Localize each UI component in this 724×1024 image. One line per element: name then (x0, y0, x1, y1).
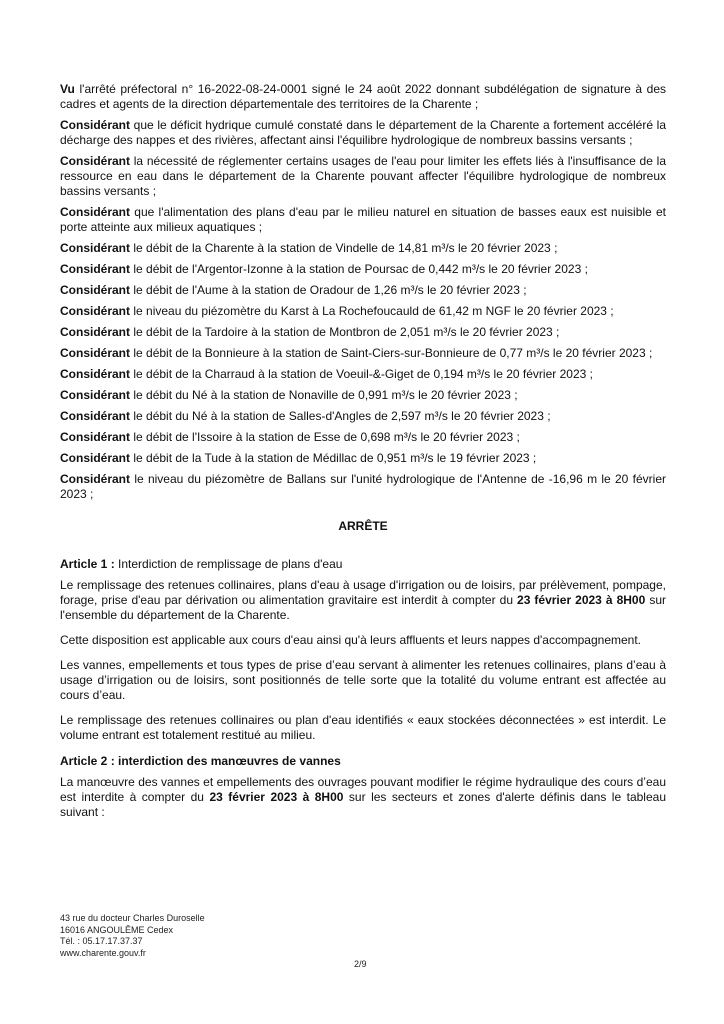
considerant-lead: Considérant (60, 241, 131, 255)
considerant-lead: Considérant (60, 118, 131, 132)
article-2-label: Article 2 : interdiction des manœuvres de vannes (60, 754, 341, 768)
considerant-item (60, 304, 666, 319)
considerant-text: le débit de la Charraud à la station de Voeuil-&-Giget de 0,194 m³/s le 20 février 2023 ; (130, 367, 593, 381)
article-2-heading (60, 754, 666, 769)
considerant-text: que l'alimentation des plans d'eau par le milieu naturel en situation de basses eaux est nuisible et porte atteinte aux milieux aquatiques ; (60, 205, 666, 234)
arrete-title: ARRÊTE (338, 519, 388, 533)
article-1 (60, 557, 666, 743)
considerant-text: l'arrêté préfectoral n° 16-2022-08-24-0001 signé le 24 août 2022 donnant subdélégation de signature à des cadres et agents de la direction départementale des territoires de la Charente ; (60, 82, 666, 111)
considerant-text: le débit du Né à la station de Salles-d'Angles de 2,597 m³/s le 20 février 2023 ; (130, 409, 551, 423)
considerant-lead: Considérant (60, 205, 131, 219)
considerant-item (60, 262, 666, 277)
document-body (60, 82, 666, 830)
considerant-item (60, 118, 666, 148)
considerant-lead: Considérant (60, 472, 131, 486)
considerant-lead: Considérant (60, 154, 131, 168)
considerant-item (60, 283, 666, 298)
considerant-text: le débit de la Tude à la station de Médillac de 0,951 m³/s le 19 février 2023 ; (130, 451, 537, 465)
considerant-text: le débit de la Tardoire à la station de Montbron de 2,051 m³/s le 20 février 2023 ; (130, 325, 560, 339)
considerant-lead: Considérant (60, 451, 131, 465)
considerant-item (60, 82, 666, 112)
considerant-lead: Considérant (60, 367, 131, 381)
article-1-paragraph-2: Cette disposition est applicable aux cours d'eau ainsi qu'à leurs affluents et leurs nappes d'accompagnement. (60, 633, 642, 647)
article-1-paragraph-3: Les vannes, empellements et tous types de prise d’eau servant à alimenter les retenues collinaires, plans d’eau à usage d’irrigation ou de loisirs, sont positionnés de telle sorte que la totalité du volume entrant est affectée au cours d’eau. (60, 658, 666, 702)
article-1-p1-date: 23 février 2023 à 8H00 (517, 593, 646, 607)
considerant-lead: Vu (60, 82, 75, 96)
considerant-item (60, 325, 666, 340)
considerant-lead: Considérant (60, 262, 131, 276)
article-1-p1-text: Le remplissage des retenues collinaires, plans d'eau à usage d'irrigation ou de loisirs, par prélèvement, pompage, forage, prise d'eau par dérivation ou alimentation gravitaire est interdit à compter du (60, 578, 666, 607)
footer-city: 16016 ANGOULÊME Cedex (60, 924, 174, 935)
considerant-text: que le déficit hydrique cumulé constaté dans le département de la Charente a fortement accéléré la décharge des nappes et des rivières, affectant ainsi l'équilibre hydrologique de nombreux bassins versants ; (60, 118, 666, 147)
considerants-list (60, 82, 666, 502)
considerant-item (60, 430, 666, 445)
considerant-text: le niveau du piézomètre du Karst à La Rochefoucauld de 61,42 m NGF le 20 février 2023 ; (130, 304, 614, 318)
considerant-item (60, 451, 666, 466)
article-1-heading (60, 557, 666, 572)
article-1-title: Interdiction de remplissage de plans d'eau (114, 557, 343, 571)
considerant-item (60, 367, 666, 382)
considerant-text: la nécessité de réglementer certains usages de l'eau pour limiter les effets liés à l'insuffisance de la ressource en eau dans le département de la Charente pouvant affecter l'équilibre hydrologique de nombreux bassins versants ; (60, 154, 666, 198)
article-2 (60, 754, 666, 820)
considerant-text: le débit du Né à la station de Nonaville de 0,991 m³/s le 20 février 2023 ; (130, 388, 518, 402)
article-2-p1-date: 23 février 2023 à 8H00 (209, 790, 344, 804)
considerant-item (60, 472, 666, 502)
footer-address-block (60, 913, 205, 959)
considerant-item (60, 388, 666, 403)
considerant-lead: Considérant (60, 346, 131, 360)
considerant-item (60, 154, 666, 199)
considerant-item (60, 205, 666, 235)
considerant-text: le débit de l'Issoire à la station de Esse de 0,698 m³/s le 20 février 2023 ; (130, 430, 520, 444)
article-1-label: Article 1 : (60, 557, 115, 571)
article-1-paragraph-1 (60, 578, 666, 623)
considerant-text: le débit de la Bonnieure à la station de Saint-Ciers-sur-Bonnieure de 0,77 m³/s le 20 février 2023 ; (130, 346, 653, 360)
article-2-p1-text: La manœuvre des vannes et empellements des ouvrages pouvant modifier le régime hydraulique des cours d’eau est interdite à compter du (60, 775, 666, 804)
considerant-item (60, 241, 666, 256)
considerant-lead: Considérant (60, 283, 131, 297)
considerant-lead: Considérant (60, 388, 131, 402)
considerant-text: le débit de la Charente à la station de Vindelle de 14,81 m³/s le 20 février 2023 ; (130, 241, 558, 255)
footer-phone: Tél. : 05.17.17.37.37 (60, 936, 143, 946)
article-2-paragraph-1 (60, 775, 666, 820)
considerant-text: le débit de l'Aume à la station de Oradour de 1,26 m³/s le 20 février 2023 ; (130, 283, 527, 297)
considerant-text: le débit de l'Argentor-Izonne à la station de Poursac de 0,442 m³/s le 20 février 2023 ; (130, 262, 588, 276)
footer-address: 43 rue du docteur Charles Duroselle (60, 913, 205, 923)
considerant-text: le niveau du piézomètre de Ballans sur l'unité hydrologique de l'Antenne de -16,96 m le 20 février 2023 ; (60, 472, 666, 501)
considerant-lead: Considérant (60, 409, 131, 423)
page-number: 2/9 (354, 959, 367, 969)
considerant-item (60, 346, 666, 361)
article-1-paragraph-4: Le remplissage des retenues collinaires ou plan d'eau identifiés « eaux stockées déconnectées » est interdit. Le volume entrant est totalement restitué au milieu. (60, 713, 666, 742)
article-1-p1-end: sur l'ensemble du département de la Charente. (60, 593, 666, 622)
considerant-item (60, 409, 666, 424)
footer-website: www.charente.gouv.fr (60, 947, 146, 958)
article-2-p1-end: sur les secteurs et zones d'alerte définis dans le tableau suivant : (60, 790, 666, 819)
considerant-lead: Considérant (60, 430, 131, 444)
considerant-lead: Considérant (60, 304, 131, 318)
considerant-lead: Considérant (60, 325, 131, 339)
